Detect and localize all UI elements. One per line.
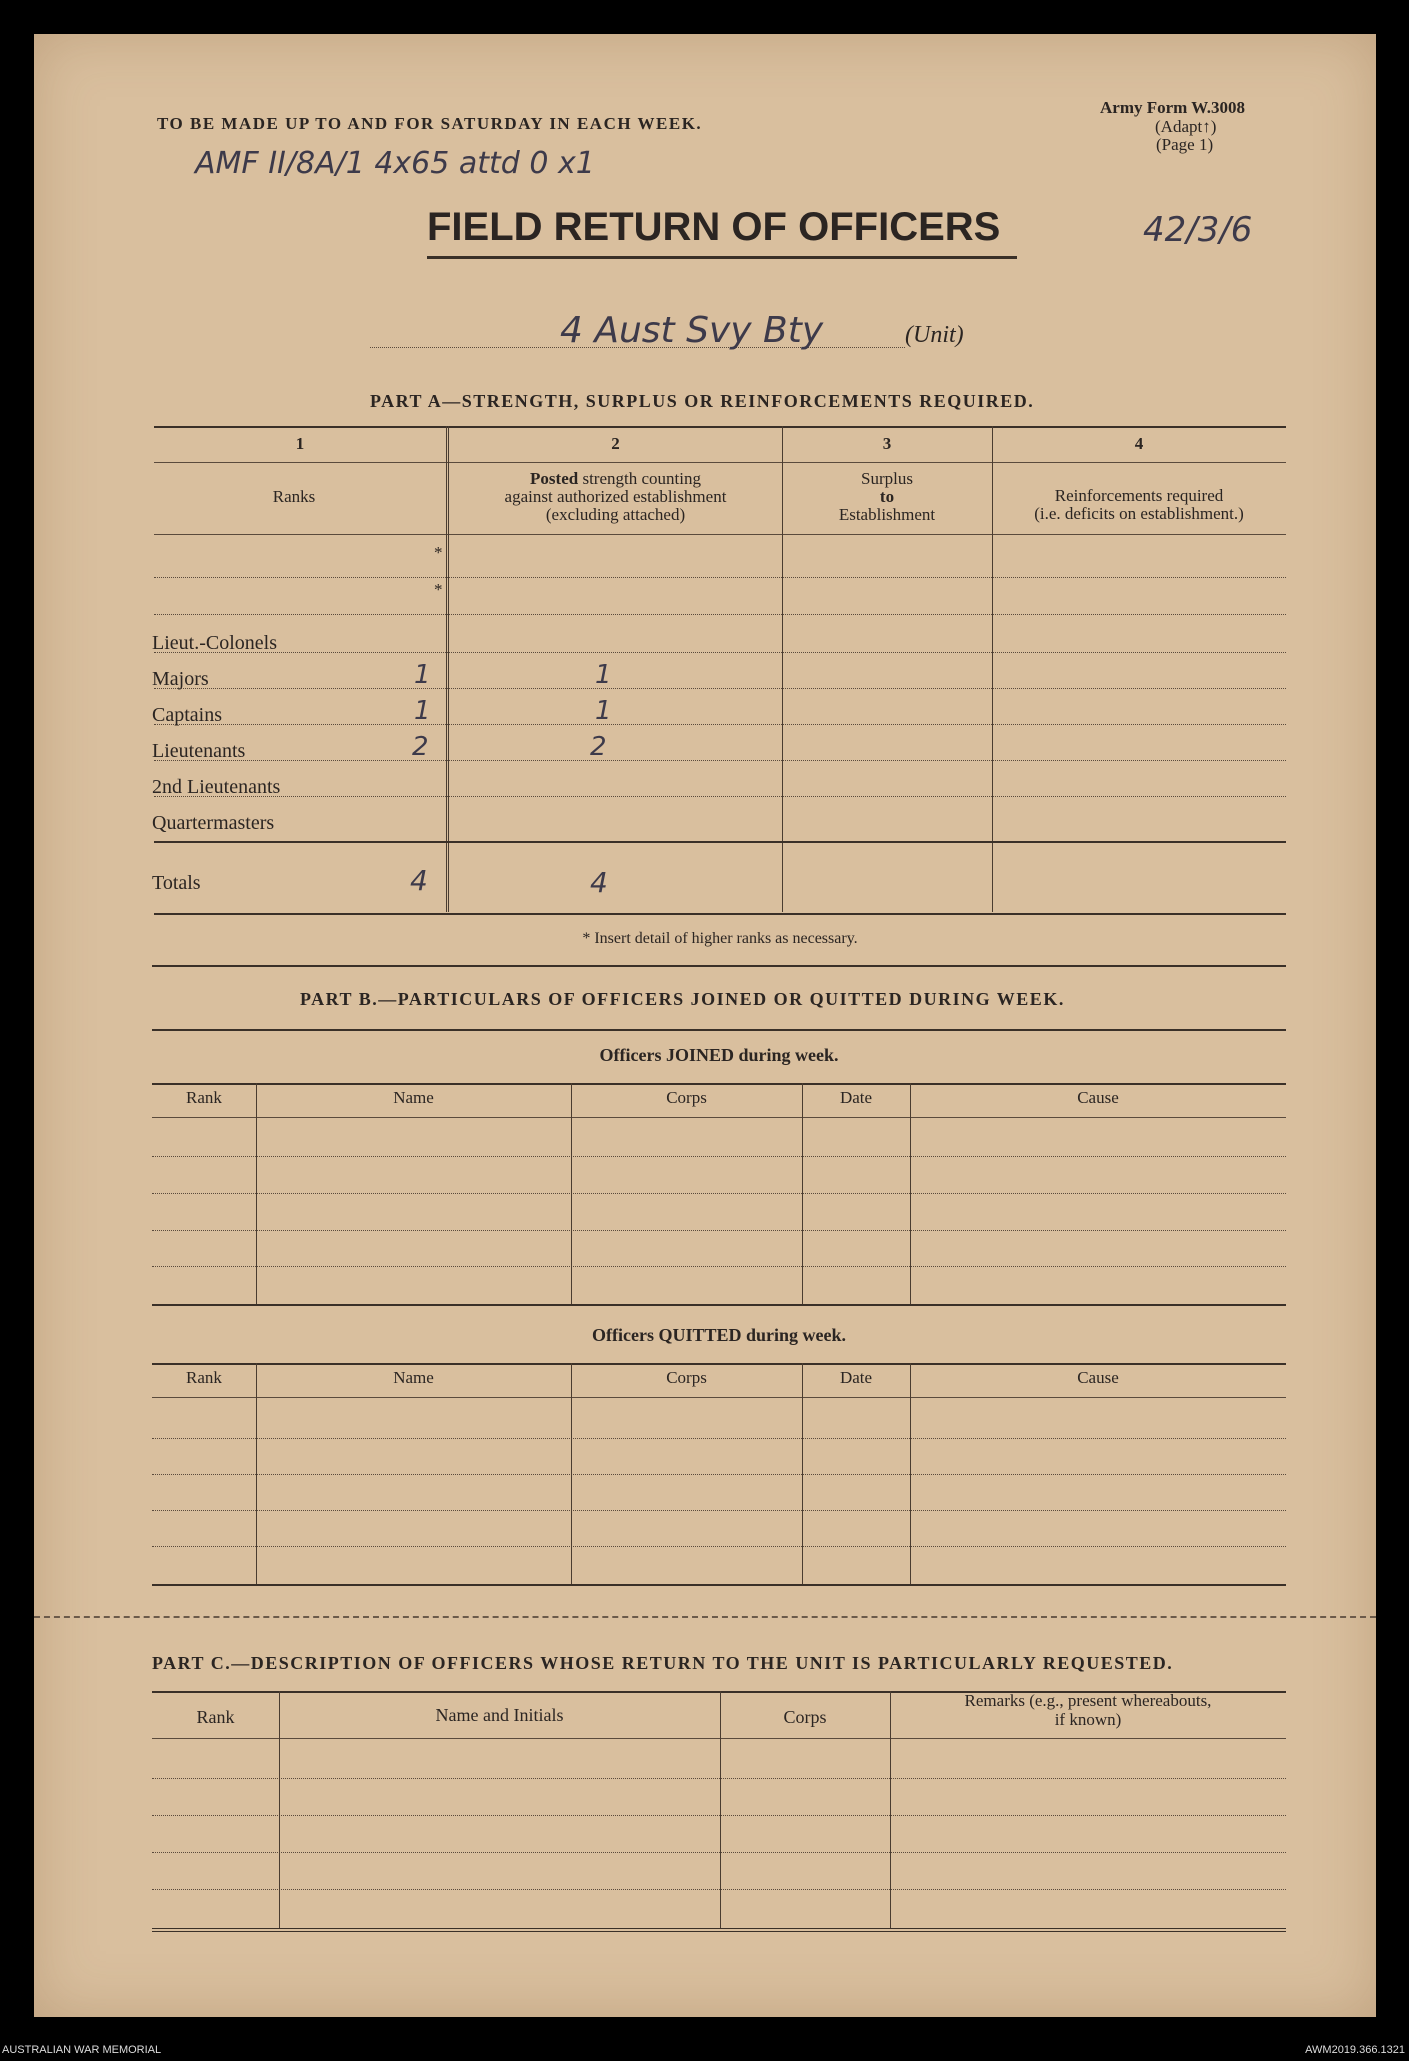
unit-value: 4 Aust Svy Bty: [560, 310, 824, 351]
part-c-row-rule: [152, 1815, 1286, 1816]
surplus-line3: Establishment: [838, 505, 936, 524]
surplus-line1: Surplus: [861, 469, 913, 488]
quitted-col-divider: [910, 1363, 911, 1584]
joined-title: Officers JOINED during week.: [599, 1045, 839, 1065]
part-a-heading: PART A—STRENGTH, SURPLUS OR REINFORCEMENTS REQUIRED.: [370, 391, 1035, 411]
title-underline: [427, 256, 1017, 259]
surplus-line2: to: [879, 487, 895, 506]
col-ranks-header: Ranks: [272, 487, 316, 506]
rank-row-captains: Captains: [152, 704, 222, 726]
quitted-col-divider: [571, 1363, 572, 1584]
unit-label: (Unit): [905, 322, 964, 348]
quitted-bottom-rule: [152, 1584, 1286, 1586]
col-number-1: 1: [295, 434, 305, 453]
col-number-2: 2: [611, 434, 620, 453]
joined-col-divider: [256, 1083, 257, 1304]
part-a-header-rule: [154, 534, 1286, 535]
quitted-col-divider: [802, 1363, 803, 1584]
joined-col-divider: [910, 1083, 911, 1304]
joined-col-rank: Rank: [186, 1088, 222, 1107]
part-b-top-rule: [152, 965, 1286, 967]
fold-line: [34, 1616, 1376, 1618]
instruction-text: TO BE MADE UP TO AND FOR SATURDAY IN EACH WEEK.: [157, 114, 703, 133]
quitted-col-cause: Cause: [1077, 1368, 1119, 1387]
quitted-col-rank: Rank: [186, 1368, 222, 1387]
totals-count: 4: [410, 864, 428, 897]
joined-row-rule: [152, 1230, 1286, 1231]
totals-posted: 4: [590, 866, 608, 899]
part-a-number-rule: [154, 462, 1286, 463]
col-posted-header: [449, 470, 782, 524]
remarks-line1: Remarks (e.g., present whereabouts,: [964, 1691, 1212, 1710]
reinf-line1: Reinforcements required: [1054, 486, 1224, 505]
quitted-col-date: Date: [839, 1368, 873, 1387]
rank-row-rule-2: [154, 688, 1286, 689]
rank-row-rule-1: [154, 652, 1286, 653]
form-adapted: (Adapt↑): [1155, 117, 1217, 136]
part-c-col-corps: Corps: [783, 1707, 827, 1727]
part-b-heading: PART B.—PARTICULARS OF OFFICERS JOINED OR QUITTED DURING WEEK.: [300, 989, 1065, 1009]
rank-row-rule-4: [154, 760, 1286, 761]
rank-row-lieut-colonels: Lieut.-Colonels: [152, 632, 277, 654]
form-number: Army Form W.3008: [1100, 98, 1245, 117]
joined-row-rule: [152, 1156, 1286, 1157]
quitted-row-rule: [152, 1510, 1286, 1511]
part-a-top-rule: [154, 426, 1286, 428]
col-number-4: 4: [1134, 434, 1144, 453]
joined-row-rule: [152, 1266, 1286, 1267]
posted-majors: 1: [595, 660, 612, 690]
part-a-footnote: * Insert detail of higher ranks as necessary.: [582, 930, 858, 947]
part-c-row-rule: [152, 1852, 1286, 1853]
posted-bold: Posted: [530, 469, 579, 488]
part-a-bottom-rule: [154, 913, 1286, 915]
totals-label: Totals: [152, 872, 201, 894]
posted-line3: (excluding attached): [545, 505, 686, 524]
rank-row-lieutenants: Lieutenants: [152, 740, 246, 762]
remarks-line2: if known): [1054, 1710, 1122, 1729]
posted-captains: 1: [595, 696, 612, 726]
rank-count-lieutenants: 2: [412, 732, 429, 762]
asterisk-row-rule-2: [154, 614, 1286, 615]
rank-row-2nd-lieutenants: 2nd Lieutenants: [152, 776, 281, 798]
part-c-col-name: Name and Initials: [435, 1705, 564, 1725]
posted-line2: against authorized establishment: [504, 487, 727, 506]
quitted-title: Officers QUITTED during week.: [592, 1325, 846, 1345]
part-c-row-rule: [152, 1889, 1286, 1890]
quitted-row-rule: [152, 1438, 1286, 1439]
posted-lieutenants: 2: [590, 732, 607, 762]
quitted-header-rule: [152, 1397, 1286, 1398]
part-c-row-rule: [152, 1778, 1286, 1779]
joined-col-divider: [802, 1083, 803, 1304]
totals-top-rule: [154, 841, 1286, 843]
reinf-line2: (i.e. deficits on establishment.): [1034, 504, 1244, 523]
joined-bottom-rule: [152, 1304, 1286, 1306]
handwritten-reference: AMF II/8A/1 4x65 attd 0 x1: [195, 146, 595, 181]
joined-col-cause: Cause: [1077, 1088, 1119, 1107]
form-title: FIELD RETURN OF OFFICERS: [427, 205, 1001, 249]
part-c-col-rank: Rank: [196, 1707, 235, 1727]
asterisk-mark-2: *: [434, 580, 443, 599]
rank-row-quartermasters: Quartermasters: [152, 812, 275, 834]
quitted-col-name: Name: [393, 1368, 434, 1387]
joined-row-rule: [152, 1193, 1286, 1194]
joined-col-corps: Corps: [666, 1088, 707, 1107]
part-c-heading: PART C.—DESCRIPTION OF OFFICERS WHOSE RETURN TO THE UNIT IS PARTICULARLY REQUESTED.: [152, 1653, 1174, 1673]
part-b-heading-rule: [152, 1029, 1286, 1031]
part-c-col-divider: [279, 1691, 280, 1928]
archive-credit: AUSTRALIAN WAR MEMORIAL: [2, 2044, 162, 2056]
joined-top-rule: [152, 1083, 1286, 1085]
quitted-row-rule: [152, 1546, 1286, 1547]
rank-row-majors: Majors: [152, 668, 209, 690]
form-page: (Page 1): [1156, 135, 1214, 154]
quitted-col-divider: [256, 1363, 257, 1584]
quitted-col-corps: Corps: [666, 1368, 707, 1387]
rank-count-captains: 1: [414, 696, 431, 726]
quitted-top-rule: [152, 1363, 1286, 1365]
joined-col-name: Name: [393, 1088, 434, 1107]
rank-row-rule-5: [154, 796, 1286, 797]
col-number-3: 3: [882, 434, 892, 453]
rank-count-majors: 1: [414, 660, 431, 690]
rank-row-rule-3: [154, 724, 1286, 725]
posted-line1: strength counting: [582, 469, 701, 488]
asterisk-row-rule-1: [154, 577, 1286, 578]
joined-header-rule: [152, 1117, 1286, 1118]
part-c-header-rule: [152, 1738, 1286, 1739]
col-surplus-header: [782, 470, 992, 524]
part-c-bottom-rule: [152, 1928, 1286, 1932]
archive-reference: AWM2019.366.1321: [1305, 2044, 1405, 2056]
joined-col-divider: [571, 1083, 572, 1304]
col-reinforcements-header: [992, 487, 1286, 523]
joined-col-date: Date: [839, 1088, 873, 1107]
part-c-col-remarks: [890, 1691, 1286, 1729]
asterisk-mark-1: *: [434, 543, 443, 562]
handwritten-file-number: 42/3/6: [1143, 210, 1253, 250]
quitted-row-rule: [152, 1474, 1286, 1475]
